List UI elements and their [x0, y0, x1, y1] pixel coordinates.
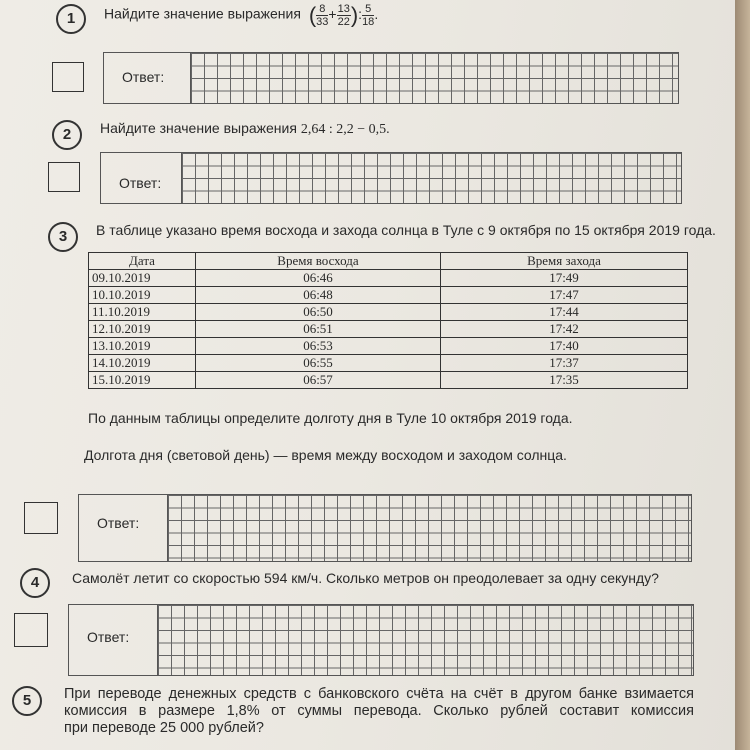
- question-5-number: 5: [12, 686, 42, 716]
- cell-sunset: 17:40: [441, 338, 688, 355]
- question-2-expression: 2,64 : 2,2 − 0,5.: [300, 122, 390, 137]
- table-row: [89, 270, 688, 287]
- question-1-number: 1: [56, 4, 86, 34]
- question-1-answer-box[interactable]: [103, 52, 679, 104]
- question-2-answer-label: Ответ:: [119, 175, 162, 191]
- question-3-definition: Долгота дня (световой день) — время между восходом и заходом солнца.: [84, 447, 567, 463]
- question-2-text: [100, 120, 390, 138]
- question-1-answer-grid[interactable]: [190, 53, 678, 103]
- cell-sunrise: 06:46: [196, 270, 441, 287]
- table-header-row: [89, 253, 688, 270]
- table-row: [89, 355, 688, 372]
- page-edge: [735, 0, 750, 750]
- question-2-answer-grid[interactable]: [181, 153, 681, 203]
- question-3-number: 3: [48, 222, 78, 252]
- question-2-check-box: [48, 162, 80, 192]
- question-4-check-box: [14, 613, 48, 647]
- cell-sunset: 17:49: [441, 270, 688, 287]
- cell-sunrise: 06:50: [196, 304, 441, 321]
- sun-times-table: [88, 252, 688, 389]
- cell-sunrise: 06:55: [196, 355, 441, 372]
- cell-date: 15.10.2019: [89, 372, 196, 389]
- table-row: [89, 338, 688, 355]
- question-4-number: 4: [20, 568, 50, 598]
- table-row: [89, 321, 688, 338]
- question-1-text: [104, 2, 378, 28]
- header-date: Дата: [89, 253, 196, 270]
- question-2-prompt: Найдите значение выражения: [100, 120, 297, 136]
- question-1-answer-label: Ответ:: [122, 69, 165, 85]
- question-3-text: В таблице указано время восхода и захода солнца в Туле с 9 октября по 15 октября 2019 года.: [96, 222, 716, 238]
- cell-date: 13.10.2019: [89, 338, 196, 355]
- question-5-line-2: комиссия в размере 1,8% от суммы перевода. Сколько рублей составит комиссия: [64, 703, 694, 719]
- question-1-expression: ( $\frac{8}{33}$ + $\frac{13}{22}$ ): $\frac{5}{18}$ .: [308, 2, 379, 28]
- question-5-line-1: При переводе денежных средств с банковского счёта на счёт в другом банке взимается: [64, 686, 694, 702]
- cell-sunset: 17:42: [441, 321, 688, 338]
- cell-date: 10.10.2019: [89, 287, 196, 304]
- cell-sunset: 17:37: [441, 355, 688, 372]
- question-5-line-3: при переводе 25 000 рублей?: [64, 720, 264, 736]
- question-4-text: Самолёт летит со скоростью 594 км/ч. Сколько метров он преодолевает за одну секунду?: [72, 570, 659, 586]
- question-2-answer-box[interactable]: [100, 152, 682, 204]
- question-1-check-box: [52, 62, 84, 92]
- question-2-number: 2: [52, 120, 82, 150]
- cell-sunset: 17:35: [441, 372, 688, 389]
- question-1-prompt: Найдите значение выражения: [104, 5, 301, 22]
- cell-sunset: 17:47: [441, 287, 688, 304]
- question-4-answer-label: Ответ:: [87, 629, 130, 645]
- cell-sunrise: 06:57: [196, 372, 441, 389]
- cell-date: 11.10.2019: [89, 304, 196, 321]
- cell-date: 09.10.2019: [89, 270, 196, 287]
- question-4-answer-grid[interactable]: [157, 605, 693, 675]
- question-3-answer-label: Ответ:: [97, 515, 140, 531]
- cell-sunrise: 06:48: [196, 287, 441, 304]
- cell-date: 14.10.2019: [89, 355, 196, 372]
- question-4-answer-box[interactable]: [68, 604, 694, 676]
- table-row: [89, 287, 688, 304]
- table-row: [89, 372, 688, 389]
- cell-sunset: 17:44: [441, 304, 688, 321]
- question-3-task: По данным таблицы определите долготу дня в Туле 10 октября 2019 года.: [88, 410, 573, 426]
- question-3-check-box: [24, 502, 58, 534]
- cell-sunrise: 06:51: [196, 321, 441, 338]
- cell-date: 12.10.2019: [89, 321, 196, 338]
- question-3-answer-grid[interactable]: [167, 495, 691, 561]
- cell-sunrise: 06:53: [196, 338, 441, 355]
- header-sunrise: Время восхода: [196, 253, 441, 270]
- question-3-answer-box[interactable]: [78, 494, 692, 562]
- header-sunset: Время захода: [441, 253, 688, 270]
- table-row: [89, 304, 688, 321]
- question-5-text: [64, 686, 694, 737]
